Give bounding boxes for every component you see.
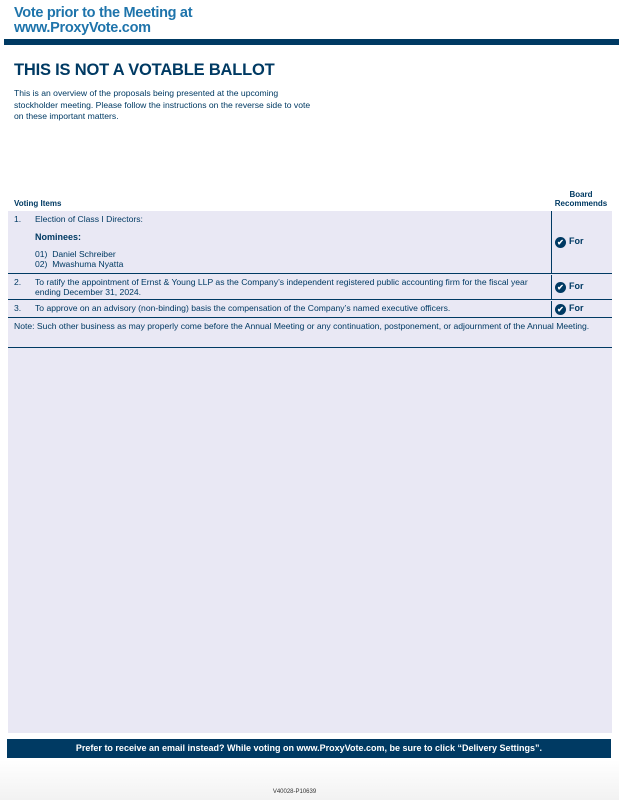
recommendation-label: For (569, 303, 584, 314)
recommendation-label: For (569, 281, 584, 292)
item-number: 2. (14, 277, 22, 287)
check-circle-icon: ✔ (555, 282, 566, 293)
nominee: 02) Mwashuma Nyatta (35, 259, 124, 269)
board-recommends-header (548, 190, 614, 208)
header-board: Board (569, 190, 593, 199)
intro-text: This is an overview of the proposals being presented at the upcoming stockholder meeting. Please follow the instructions on the reverse side to vote on these important matters. (14, 88, 311, 121)
nominee: 01) Daniel Schreiber (35, 249, 116, 259)
header-divider (4, 39, 619, 45)
check-circle-icon: ✔ (555, 304, 566, 315)
table-row (8, 275, 612, 300)
recommendation (551, 301, 612, 317)
check-circle-icon: ✔ (555, 237, 566, 248)
item-text: To ratify the appointment of Ernst & Young LLP as the Company’s independent registered public accounting firm for the fiscal year ending December 31, 2024. (35, 277, 528, 297)
heading-line2: www.ProxyVote.com (14, 20, 151, 36)
page-title: THIS IS NOT A VOTABLE BALLOT (14, 61, 275, 79)
vote-online-heading (14, 6, 192, 36)
document-code: V40028-P10639 (272, 789, 317, 795)
item-text: To approve on an advisory (non-binding) basis the compensation of the Company’s named executive officers. (35, 303, 451, 313)
item-text: Election of Class I Directors: (35, 214, 143, 224)
item-number: 3. (14, 303, 22, 313)
recommendation-label: For (569, 236, 584, 247)
header-recommends: Recommends (554, 199, 608, 208)
note-text: Note: Such other business as may properly come before the Annual Meeting or any continuation, postponement, or adjournment of the Annual Meeting. (14, 321, 590, 331)
item-number: 1. (14, 214, 22, 224)
recommendation (551, 275, 612, 299)
heading-line1: Vote prior to the Meeting at (14, 5, 193, 21)
voting-items-header: Voting Items (14, 199, 62, 208)
email-delivery-banner: Prefer to receive an email instead? While voting on www.ProxyVote.com, be sure to click “Delivery Settings”. (7, 739, 611, 758)
table-row (8, 301, 612, 318)
recommendation (551, 211, 612, 273)
note-row (8, 319, 612, 348)
table-row (8, 211, 612, 274)
nominees-label: Nominees: (35, 232, 82, 242)
